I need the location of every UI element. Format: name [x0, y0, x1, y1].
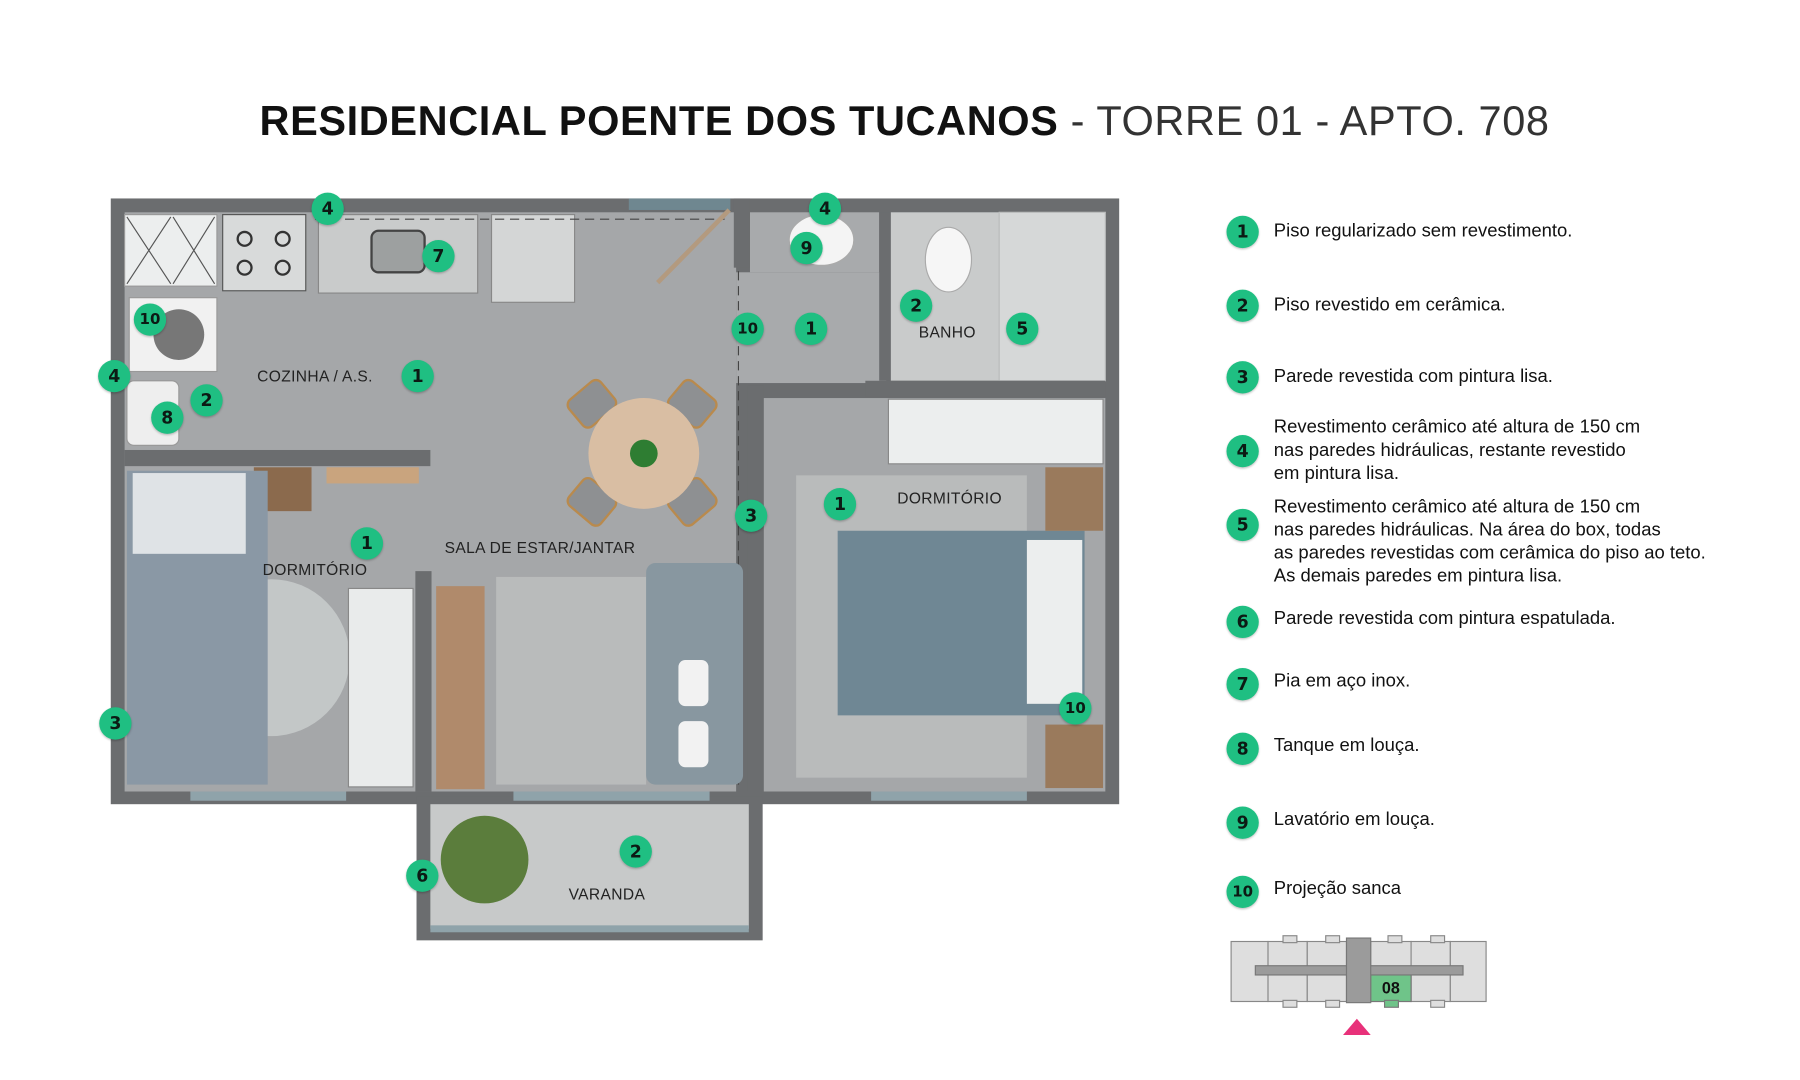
- window: [629, 198, 731, 210]
- nightstand: [1045, 725, 1103, 788]
- room-label-living: SALA DE ESTAR/JANTAR: [444, 539, 636, 557]
- room-label-bedroom-2: DORMITÓRIO: [897, 489, 1002, 508]
- key-plan-core: [1346, 938, 1370, 1003]
- wall-central-top: [734, 198, 750, 267]
- wardrobe: [888, 399, 1103, 464]
- shower-box: [999, 212, 1105, 380]
- room-label-bath: BANHO: [918, 323, 976, 341]
- cabinet: [125, 215, 217, 287]
- plan-marker: 4: [312, 193, 344, 225]
- legend-text: Revestimento cerâmico até altura de 150 cm nas paredes hidráulicas. Na área do box, todas as paredes revestidas com cerâmica do piso ao teto. As demais paredes em pintura lisa.: [1273, 497, 1706, 587]
- key-plan: [1223, 929, 1500, 1044]
- plan-marker: 6: [406, 860, 438, 892]
- wall-bedroom-living: [415, 571, 431, 791]
- legend-text: Tanque em louça.: [1273, 736, 1420, 756]
- key-plan-unit-label: 08: [1381, 979, 1400, 998]
- cushion: [678, 721, 708, 767]
- window: [871, 792, 1027, 801]
- legend-number: 7: [1226, 668, 1258, 700]
- plan-marker: 1: [402, 360, 434, 392]
- tv-panel: [436, 586, 484, 789]
- room-label-balcony: VARANDA: [568, 885, 646, 903]
- legend-text: Pia em aço inox.: [1273, 671, 1411, 692]
- plan-marker: 4: [98, 360, 130, 392]
- table-plant: [630, 440, 658, 468]
- pillows: [1027, 540, 1082, 704]
- plan-marker: 7: [422, 240, 454, 272]
- pillows: [133, 473, 246, 554]
- legend-text: Revestimento cerâmico até altura de 150 cm nas paredes hidráulicas, restante revestido em pintura lisa.: [1273, 417, 1641, 484]
- kitchen-sink: [372, 231, 425, 273]
- balcony-plant: [441, 816, 529, 904]
- window: [190, 792, 346, 801]
- north-arrow-icon: [1343, 1019, 1371, 1035]
- plan-marker: 10: [732, 313, 764, 345]
- fridge: [492, 215, 575, 303]
- toilet: [925, 227, 971, 292]
- page-title: RESIDENCIAL POENTE DOS TUCANOS - TORRE 01 - APTO. 708: [259, 96, 1550, 145]
- legend-number: 5: [1226, 509, 1258, 541]
- plan-marker: 4: [809, 193, 841, 225]
- wardrobe: [348, 588, 413, 786]
- plan-marker: 1: [824, 488, 856, 520]
- shelf: [327, 467, 419, 483]
- legend-text: Lavatório em louça.: [1273, 809, 1435, 830]
- legend-number: 4: [1226, 435, 1258, 467]
- plan-marker: 10: [1059, 692, 1091, 724]
- legend-text: Piso revestido em cerâmica.: [1273, 295, 1506, 315]
- wall-bath: [879, 212, 891, 380]
- legend-text: Piso regularizado sem revestimento.: [1273, 221, 1573, 242]
- legend-number: 6: [1226, 606, 1258, 638]
- plan-marker: 9: [790, 232, 822, 264]
- plan-marker: 3: [735, 500, 767, 532]
- legend-text: Projeção sanca: [1273, 879, 1402, 899]
- wall-central: [748, 385, 764, 791]
- window: [513, 792, 709, 801]
- room-label-kitchen: COZINHA / A.S.: [257, 367, 373, 385]
- plan-marker: 2: [190, 384, 222, 416]
- plan-marker: 8: [151, 402, 183, 434]
- plan-marker: 1: [351, 527, 383, 559]
- legend-text: Parede revestida com pintura espatulada.: [1273, 609, 1616, 629]
- stove: [223, 215, 306, 291]
- plan-marker: 10: [134, 303, 166, 335]
- plan-marker: 1: [795, 313, 827, 345]
- wall-kitchen-bedroom: [125, 450, 431, 466]
- legend-number: 3: [1226, 361, 1258, 393]
- plan-marker: 2: [900, 290, 932, 322]
- nightstand: [1045, 467, 1103, 530]
- legend-number: 1: [1226, 216, 1258, 248]
- window: [430, 925, 748, 932]
- rug: [496, 577, 646, 785]
- wall-bath-bottom: [865, 381, 1105, 397]
- room-label-bedroom-1: DORMITÓRIO: [262, 561, 368, 579]
- legend-text: Parede revestida com pintura lisa.: [1273, 366, 1553, 387]
- plan-marker: 5: [1006, 313, 1038, 345]
- legend-number: 10: [1226, 876, 1258, 908]
- plan-marker: 2: [620, 835, 652, 867]
- cushion: [678, 660, 708, 706]
- plan-marker: 3: [99, 707, 131, 739]
- legend-number: 2: [1226, 290, 1258, 322]
- legend-number: 8: [1226, 733, 1258, 765]
- legend-number: 9: [1226, 807, 1258, 839]
